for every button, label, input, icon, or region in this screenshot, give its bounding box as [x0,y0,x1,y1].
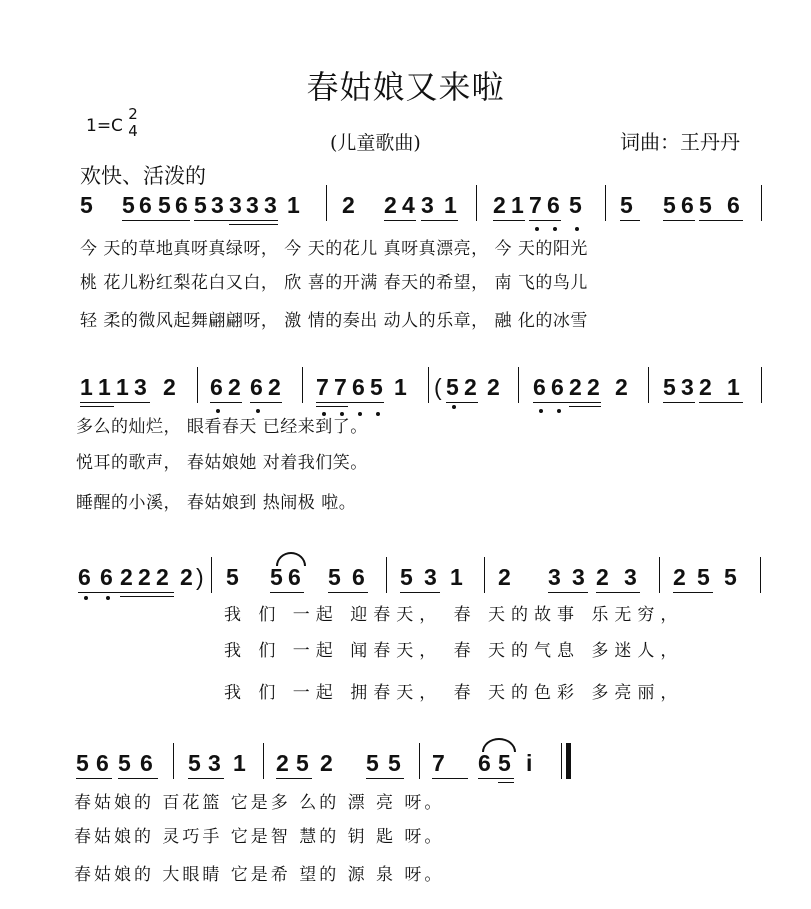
lyric-line: 悦耳的歌声， 春姑娘她 对着我们笑。 [76,453,368,473]
lyric-line: 我 们 一起 闻春天， 春 天的气息 多迷人， [224,641,684,661]
song-title: 春姑娘又来啦 [306,68,505,106]
lyric-line: 春姑娘的 大眼睛 它是希 望的 源 泉 呀。 [74,865,445,885]
notation-system-1: 5 5 6 5 6 5 3 3 3 3 1 2 2 4 3 1 2 1 7 6 5 5 5 6 5 6 今 天的草地真呀真绿呀， 今 天的花儿 真呀真漂亮， 今 天的阳光 桃 花儿粉红梨花白又白， 欣 喜的开满 春天的希望， 南 飞的鸟儿 轻 柔的微风起舞翩翩呀， 激 情的奏出 动人的乐章， 融 化的冰雪 [0,192,811,226]
lyric-line: 多么的灿烂， 眼看春天 已经来到了。 [76,417,368,437]
notes-system-1 [0,0,1,1]
lyric-line: 春姑娘的 百花篮 它是多 么的 漂 亮 呀。 [74,793,445,813]
credit: 词曲：王丹丹 [620,130,740,154]
lyric-line: 春姑娘的 灵巧手 它是智 慧的 钥 匙 呀。 [74,827,445,847]
tempo-marking: 欢快、活泼的 [80,164,206,188]
notation-system-2: 1 1 1 3 2 6 2 6 2 7 7 6 5 1 ( 5 2 2 6 6 2 2 2 5 3 2 1 多么的灿烂， 眼看春天 已经来到了。 悦耳的歌声， 春姑娘她 对着我们笑。 睡醒的小溪， 春姑娘到 热闹极 啦。 [0,374,811,408]
time-signature [124,106,142,140]
lyric-line: 轻 柔的微风起舞翩翩呀， 激 情的奏出 动人的乐章， 融 化的冰雪 [80,311,588,331]
subtitle: (儿童歌曲) [330,132,421,154]
time-signature-bottom: 4 [128,122,138,140]
notation-system-4: 5 6 5 6 5 3 1 2 5 2 5 5 7 6 5 i 春姑娘的 百花篮 它是多 么的 漂 亮 呀。 春姑娘的 灵巧手 它是智 慧的 钥 匙 呀。 春姑娘的 大眼睛 它是希 望的 源 泉 呀。 [0,750,811,784]
key-signature: 1=C [86,116,123,136]
lyric-line: 我 们 一起 拥春天， 春 天的色彩 多亮丽， [224,683,684,703]
time-signature-top: 2 [128,105,138,123]
lyric-line: 今 天的草地真呀真绿呀， 今 天的花儿 真呀真漂亮， 今 天的阳光 [80,239,588,259]
lyric-line: 桃 花儿粉红梨花白又白， 欣 喜的开满 春天的希望， 南 飞的鸟儿 [80,273,588,293]
notation-system-3: 6 6 2 2 2 2 ) 5 5 6 5 6 5 3 1 2 3 3 2 3 2 5 5 我 们 一起 迎春天， 春 天的故事 乐无穷， 我 们 一起 闻春天， 春 天的气息 多迷人， 我 们 一起 拥春天， 春 天的色彩 多亮丽， [0,564,811,598]
lyric-line: 睡醒的小溪， 春姑娘到 热闹极 啦。 [76,493,357,513]
lyric-line: 我 们 一起 迎春天， 春 天的故事 乐无穷， [224,605,684,625]
